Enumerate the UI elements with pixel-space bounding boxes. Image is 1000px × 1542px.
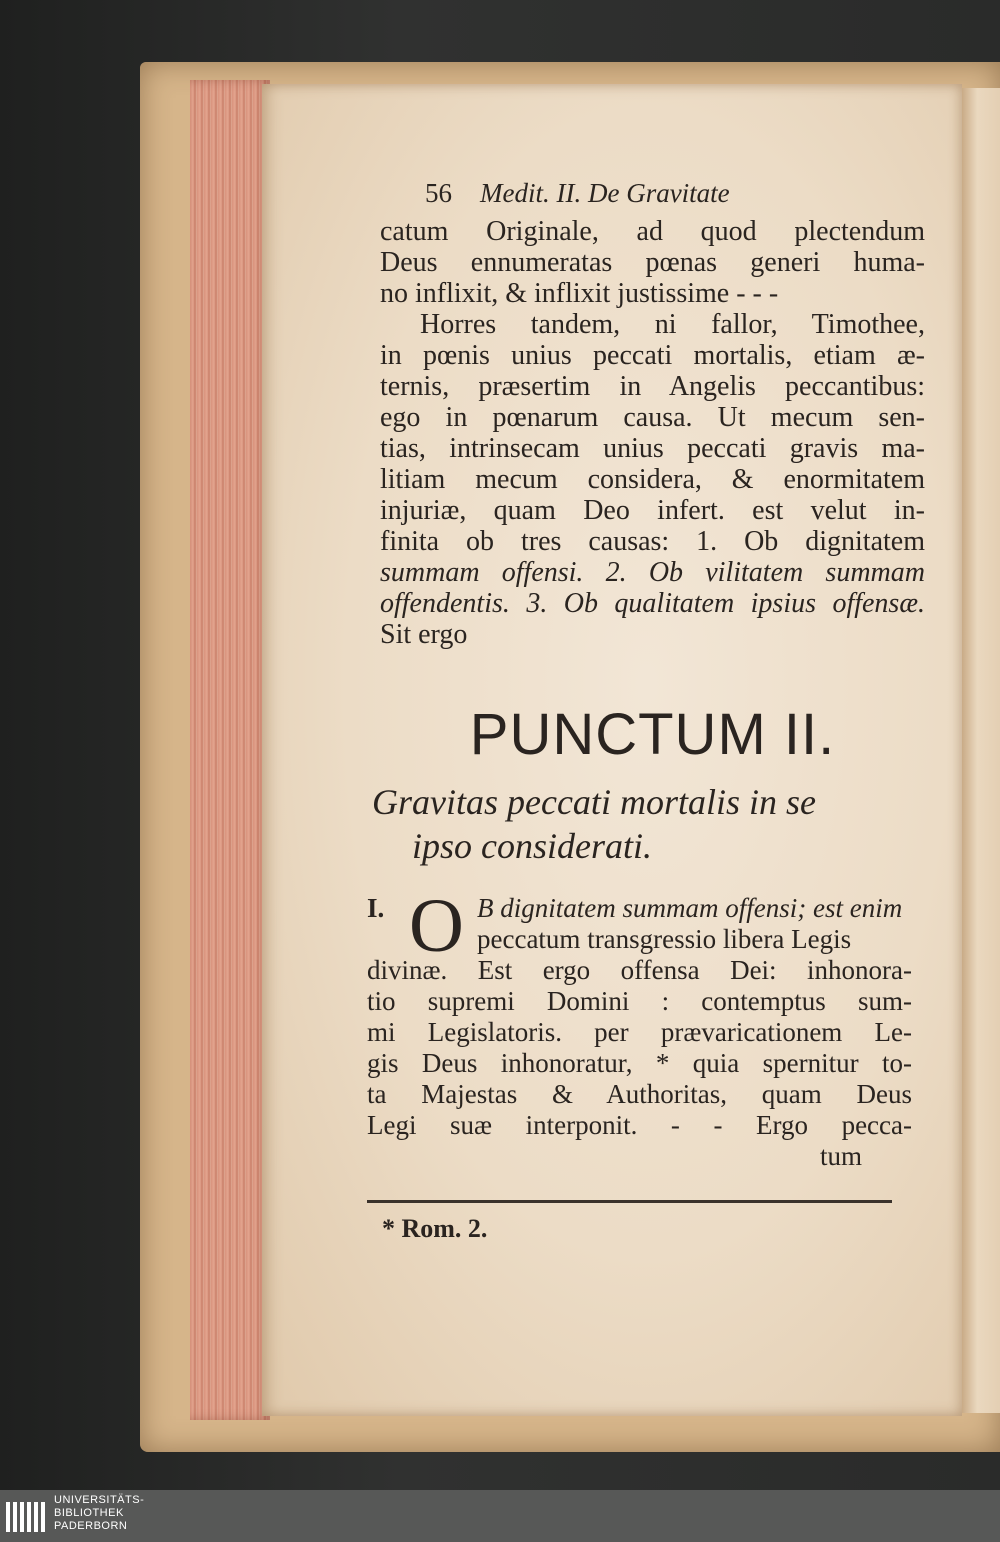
section-heading: PUNCTUM II. — [469, 702, 836, 767]
subtitle-line: Gravitas peccati mortalis in se — [372, 782, 816, 822]
subtitle-line: ipso considerati. — [412, 826, 652, 866]
text-line: catum Originale, ad quod plectendum — [380, 216, 925, 247]
catchword: tum — [819, 1141, 862, 1171]
footnote-rule — [367, 1200, 892, 1203]
page-number: 56 — [425, 178, 452, 208]
paragraph-1 — [380, 216, 925, 650]
drop-cap: O — [409, 884, 464, 968]
logo-line: PADERBORN — [54, 1520, 128, 1532]
text-line: Deus ennumeratas pœnas generi huma- — [380, 247, 925, 278]
text-line: divinæ. Est ergo offensa Dei: inhonora- — [367, 955, 912, 985]
text-line: peccatum transgressio libera Legis — [477, 924, 852, 954]
text-line: ta Majestas & Authoritas, quam Deus — [367, 1079, 912, 1109]
text-line: ego in pœnarum causa. Ut mecum sen- — [380, 402, 925, 433]
text-line: mi Legislatoris. per prævaricationem Le- — [367, 1017, 912, 1047]
text-line: tio supremi Domini : contemptus sum- — [367, 986, 912, 1016]
library-logo-text — [54, 1494, 144, 1533]
text-line: gis Deus inhonoratur, * quia spernitur to- — [367, 1048, 912, 1078]
library-logo-icon — [6, 1496, 46, 1536]
text-line: finita ob tres causas: 1. Ob dignitatem — [380, 526, 925, 557]
text-line: Sit ergo — [380, 619, 468, 650]
text-line: tias, intrinsecam unius peccati gravis ma- — [380, 433, 925, 464]
text-line: offendentis. 3. Ob qualitatem ipsius offensæ. — [380, 588, 925, 619]
text-line: summam offensi. 2. Ob vilitatem summam — [380, 557, 925, 588]
footnote: * Rom. 2. — [382, 1214, 488, 1243]
text-line: ternis, præsertim in Angelis peccantibus: — [380, 371, 925, 402]
section-subtitle — [372, 780, 925, 868]
library-footer — [0, 1490, 1000, 1542]
running-head — [425, 176, 855, 210]
text-line: injuriæ, quam Deo infert. est velut in- — [380, 495, 925, 526]
text-line: B dignitatem summam offensi; est enim — [477, 893, 903, 923]
paragraph-marker: I. — [367, 893, 385, 923]
red-page-edges — [190, 80, 270, 1420]
text-line: Legi suæ interponit. - - Ergo pecca- — [367, 1110, 912, 1140]
facing-page-edge — [962, 88, 1000, 1413]
text-line: in pœnis unius peccati mortalis, etiam æ- — [380, 340, 925, 371]
text-line: Horres tandem, ni fallor, Timothee, — [420, 309, 925, 340]
paragraph-2 — [367, 893, 912, 1172]
running-title: Medit. II. De Gravitate — [480, 178, 730, 208]
text-line: litiam mecum considera, & enormitatem — [380, 464, 925, 495]
text-line: no inflixit, & inflixit justissime - - - — [380, 278, 779, 309]
logo-line: BIBLIOTHEK — [54, 1507, 124, 1519]
logo-line: UNIVERSITÄTS- — [54, 1494, 145, 1506]
